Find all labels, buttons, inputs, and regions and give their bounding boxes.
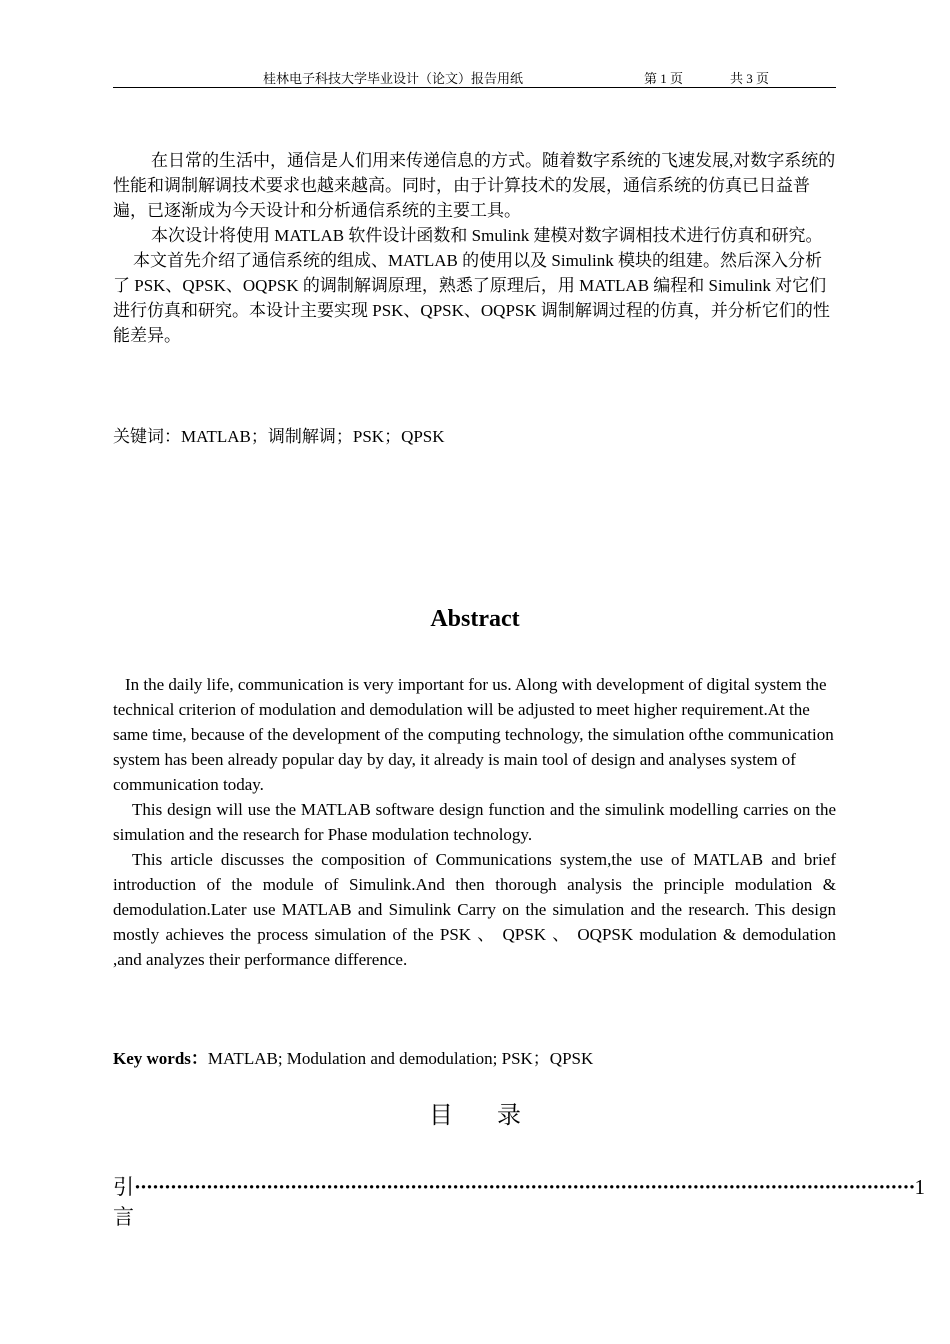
cn-paragraph: 在日常的生活中，通信是人们用来传递信息的方式。随着数字系统的飞速发展,对数字系统的性能和调制解调技术要求也越来越高。同时，由于计算技术的发展，通信系统的仿真已日益普遍，已逐渐成为今天设计和分析通信系统的主要工具。 bbox=[113, 151, 836, 220]
toc-heading: 目录 bbox=[429, 1101, 565, 1129]
abstract-heading: Abstract bbox=[430, 606, 520, 632]
english-abstract bbox=[113, 672, 836, 972]
cn-keywords-label: 关键词： bbox=[113, 427, 181, 446]
toc-leader-dots: ·································································································································· bbox=[134, 1175, 915, 1199]
toc-entry[interactable] bbox=[113, 1171, 925, 1229]
header-page-number: 第 1 页 bbox=[644, 71, 684, 86]
en-paragraph: This article discusses the composition of Communications system,the use of MATLAB and brief introduction of the module of Simulink.And then thorough analysis the principle modulation & demodulation.Later use MATLAB and Simulink Carry on the simulation and the research. This design mostly achieves the process simulation of the PSK 、 QPSK 、 OQPSK modulation & demodulation ,and analyzes their performance difference. bbox=[113, 850, 836, 969]
chinese-keywords bbox=[113, 424, 445, 449]
toc-entry-label: 引言 bbox=[113, 1175, 134, 1229]
english-keywords bbox=[113, 1046, 593, 1071]
en-paragraph: In the daily life, communication is very important for us. Along with development of digital system the technical criterion of modulation and demodulation will be adjusted to meet higher requirement.At the same time, because of the development of the computing technology, the simulation ofthe communication system has been already popular day by day, it already is main tool of design and analyses system of communication today. bbox=[113, 675, 834, 794]
cn-paragraph: 本次设计将使用 MATLAB 软件设计函数和 Smulink 建模对数字调相技术进行仿真和研究。 bbox=[151, 226, 823, 245]
cn-paragraph: 本文首先介绍了通信系统的组成、MATLAB 的使用以及 Simulink 模块的组建。然后深入分析了 PSK、QPSK、OQPSK 的调制解调原理，熟悉了原理后，用 MATLAB 编程和 Simulink 对它们进行仿真和研究。本设计主要实现 PSK、QPSK、OQPSK 调制解调过程的仿真，并分析它们的性能差异。 bbox=[113, 251, 830, 345]
page-header bbox=[113, 66, 836, 88]
chinese-abstract bbox=[113, 148, 837, 348]
header-total-pages: 共 3 页 bbox=[730, 71, 770, 86]
header-title: 桂林电子科技大学毕业设计（论文）报告用纸 bbox=[263, 71, 524, 86]
en-paragraph: This design will use the MATLAB software design function and the simulink modelling carries on the simulation and the research for Phase modulation technology. bbox=[113, 800, 836, 844]
en-keywords-label: Key words： bbox=[113, 1049, 208, 1068]
cn-keywords-value: MATLAB；调制解调；PSK；QPSK bbox=[181, 427, 445, 446]
toc-entry-page: 1 bbox=[914, 1175, 925, 1199]
en-keywords-value: MATLAB; Modulation and demodulation; PSK；QPSK bbox=[207, 1049, 594, 1068]
